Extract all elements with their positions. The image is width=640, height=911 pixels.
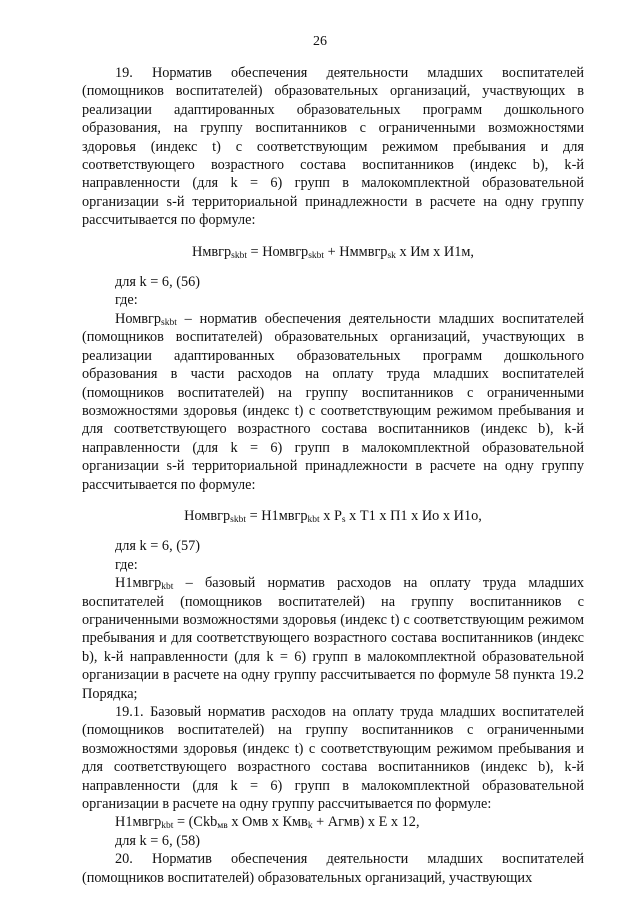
formula-58-condition: для k = 6, (58) bbox=[115, 832, 201, 849]
definition-nomvgr: Номвгр$_{skbt}$ – норматив обеспечения деятельности младших воспитателей (помощников воспитателей) образовательных организаций, участвующих в реализации адаптированных образовательных программ дошкольного образования в части расходов на оплату труда младших воспитателей (помощников воспитателей) на группу воспитанников с ограниченными возможностями здоровья (индекс t) с соответствующим режимом пребывания и для соответствующего возрастного состава воспитанников (индекс b), k-й направленности (для k = 6) групп в малокомплектной образовательной организации s-й территориальной принадлежности в расчете на одну группу рассчитывается по формуле: bbox=[82, 310, 584, 493]
definition-n1mvgr: Н1мвгр$_{kbt}$ – базовый норматив расходов на оплату труда младших воспитателей (помощников воспитателей) на группу воспитанников с ограниченными возможностями здоровья (индекс t) с соответствующим режимом пребывания и для соответствующего возрастного состава воспитанников (индекс b), k-й направленности (для k = 6) групп в малокомплектной образовательной организации в расчете на одну группу рассчитывается по формуле 58 пункта 19.2 Порядка; bbox=[82, 575, 584, 702]
where-label: где: bbox=[115, 292, 138, 309]
formula-56: Нмвгр$_{skbt}$ = Номвгр$_{skbt}$ + Нммвгр$_{sk}$ х Им х И1м, bbox=[192, 243, 474, 261]
paragraph-19: 19. Норматив обеспечения деятельности младших воспитателей (помощников воспитателей) образовательных организаций, участвующих в реализации адаптированных образовательных программ дошкольного образования, на группу воспитанников с ограниченными возможностями здоровья (индекс t) с соответствующим режимом пребывания и для соответствующего возрастного состава воспитанников (индекс b), k-й направленности (для k = 6) групп в малокомплектной образовательной организации s-й территориальной принадлежности в расчете на одну группу рассчитывается по формуле: bbox=[82, 65, 584, 229]
page-number: 26 bbox=[313, 34, 327, 49]
where-label: где: bbox=[115, 556, 138, 573]
formula-57: Номвгр$_{skbt}$ = Н1мвгр$_{kbt}$ х $P_s$ х Т1 х П1 х Ио х И1о, bbox=[184, 507, 482, 525]
formula-56-condition: для k = 6, (56) bbox=[115, 274, 201, 291]
formula-58: Н1мвгр$_{kbt}$ = (Ckb$_{мв}$ х Омв х Кмв$_k$ + Агмв) х Е х 12, bbox=[115, 814, 420, 832]
paragraph-19-1: 19.1. Базовый норматив расходов на оплату труда младших воспитателей (помощников воспитателей) на группу воспитанников с ограниченными возможностями здоровья (индекс t) с соответствующим режимом пребывания и для соответствующего возрастного состава воспитанников (индекс b), k-й направленности (для k = 6) групп в малокомплектной образовательной организации в расчете на одну группу рассчитывается по формуле: bbox=[82, 704, 584, 813]
formula-57-condition: для k = 6, (57) bbox=[115, 538, 201, 555]
paragraph-20: 20. Норматив обеспечения деятельности младших воспитателей (помощников воспитателей) образовательных организаций, участвующих bbox=[82, 851, 584, 886]
document-body bbox=[82, 64, 584, 887]
